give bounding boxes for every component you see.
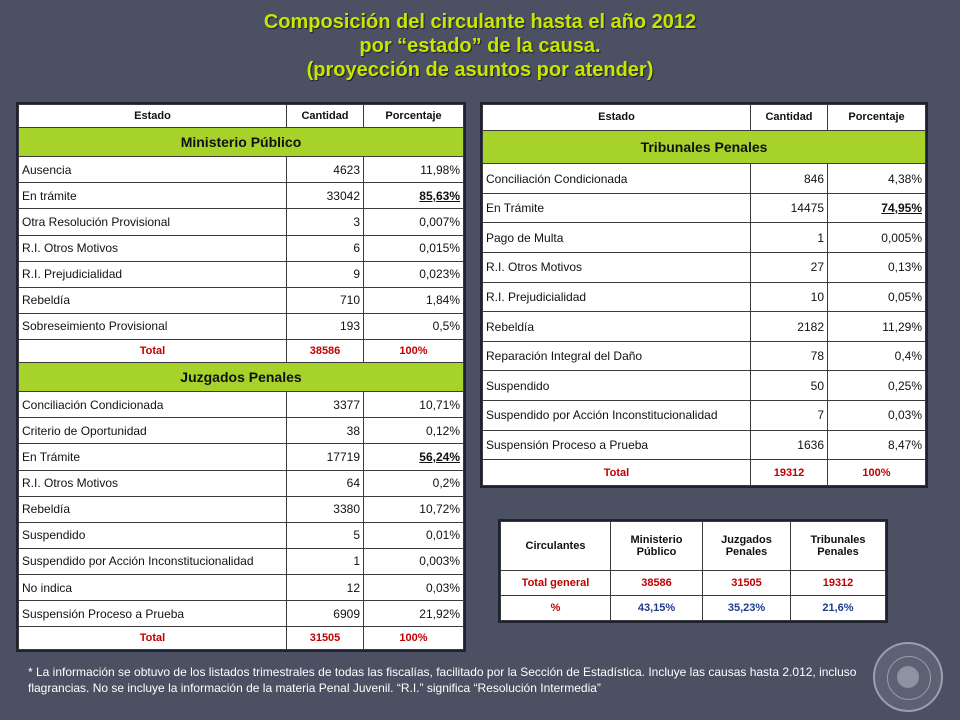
table-row <box>483 341 926 371</box>
cantidad-cell: 846 <box>751 164 828 194</box>
porcentaje-value: 11,98% <box>420 162 460 177</box>
summary-cell: 19312 <box>791 570 886 595</box>
porcentaje-value: 0,13% <box>887 260 922 275</box>
porcentaje-value: 8,47% <box>887 437 922 452</box>
cantidad-cell: 2182 <box>751 312 828 342</box>
column-header: Estado <box>483 105 751 131</box>
estado-cell: Rebeldía <box>483 312 751 342</box>
porcentaje-value: 0,007% <box>419 214 460 229</box>
total-porcentaje: 100% <box>828 460 926 486</box>
cantidad-cell: 7 <box>751 401 828 431</box>
total-row <box>19 627 464 650</box>
cantidad-cell: 1 <box>751 223 828 253</box>
porcentaje-value: 85,63% <box>419 188 460 203</box>
total-cantidad: 38586 <box>287 339 364 362</box>
cantidad-cell: 12 <box>287 574 364 600</box>
cantidad-cell: 1 <box>287 548 364 574</box>
porcentaje-cell <box>828 371 926 401</box>
column-header: Cantidad <box>287 105 364 128</box>
right-table <box>480 102 928 488</box>
total-label: Total <box>19 339 287 362</box>
summary-column-header: Circulantes <box>501 522 611 571</box>
column-header: Porcentaje <box>828 105 926 131</box>
porcentaje-cell <box>828 401 926 431</box>
summary-cell: 38586 <box>611 570 703 595</box>
section-header-row <box>483 130 926 164</box>
porcentaje-cell <box>364 548 464 574</box>
cantidad-cell: 3380 <box>287 496 364 522</box>
total-cantidad: 19312 <box>751 460 828 486</box>
estado-cell: Rebeldía <box>19 287 287 313</box>
table-header-row <box>19 105 464 128</box>
estado-cell: Suspendido <box>483 371 751 401</box>
porcentaje-cell <box>828 253 926 283</box>
left-table <box>16 102 466 652</box>
cantidad-cell: 14475 <box>751 193 828 223</box>
porcentaje-cell <box>828 430 926 460</box>
summary-cell: 31505 <box>703 570 791 595</box>
estado-cell: Suspendido por Acción Inconstitucionalidad <box>19 548 287 574</box>
porcentaje-cell <box>364 313 464 339</box>
porcentaje-value: 11,29% <box>882 319 922 334</box>
section-title: Ministerio Público <box>19 127 464 157</box>
estado-cell: Conciliación Condicionada <box>19 392 287 418</box>
estado-cell: R.I. Otros Motivos <box>19 470 287 496</box>
porcentaje-value: 0,12% <box>425 423 460 438</box>
total-row <box>19 339 464 362</box>
cantidad-cell: 17719 <box>287 444 364 470</box>
table-row <box>19 496 464 522</box>
summary-header-row <box>501 522 886 571</box>
cantidad-cell: 9 <box>287 261 364 287</box>
section-header-row <box>19 362 464 392</box>
porcentaje-value: 0,01% <box>425 528 460 543</box>
porcentaje-value: 56,24% <box>419 449 460 464</box>
porcentaje-value: 0,005% <box>881 230 922 245</box>
porcentaje-cell <box>364 418 464 444</box>
estado-cell: Reparación Integral del Daño <box>483 341 751 371</box>
porcentaje-cell <box>828 341 926 371</box>
porcentaje-value: 74,95% <box>881 201 922 216</box>
summary-row <box>501 570 886 595</box>
estado-cell: Suspensión Proceso a Prueba <box>483 430 751 460</box>
table-row <box>19 392 464 418</box>
table-row <box>19 601 464 627</box>
table-row <box>483 401 926 431</box>
estado-cell: Suspendido <box>19 522 287 548</box>
table-row <box>19 313 464 339</box>
porcentaje-value: 0,03% <box>425 580 460 595</box>
estado-cell: R.I. Otros Motivos <box>19 235 287 261</box>
cantidad-cell: 78 <box>751 341 828 371</box>
porcentaje-value: 4,38% <box>887 171 922 186</box>
estado-cell: En Trámite <box>483 193 751 223</box>
porcentaje-value: 1,84% <box>425 293 460 308</box>
summary-column-header: Ministerio Público <box>611 522 703 571</box>
total-label: Total <box>19 627 287 650</box>
table-row <box>483 223 926 253</box>
column-header: Estado <box>19 105 287 128</box>
summary-cell: Total general <box>501 570 611 595</box>
porcentaje-cell <box>364 209 464 235</box>
estado-cell: Suspensión Proceso a Prueba <box>19 601 287 627</box>
table-row <box>483 371 926 401</box>
cantidad-cell: 6 <box>287 235 364 261</box>
cantidad-cell: 4623 <box>287 157 364 183</box>
porcentaje-cell <box>364 235 464 261</box>
cantidad-cell: 64 <box>287 470 364 496</box>
estado-cell: R.I. Prejudicialidad <box>483 282 751 312</box>
porcentaje-value: 0,03% <box>887 408 922 423</box>
porcentaje-value: 0,015% <box>419 241 460 256</box>
porcentaje-cell <box>364 444 464 470</box>
table-row <box>19 444 464 470</box>
title-line-3: (proyección de asuntos por atender) <box>306 59 654 81</box>
estado-cell: Rebeldía <box>19 496 287 522</box>
porcentaje-cell <box>828 193 926 223</box>
estado-cell: Ausencia <box>19 157 287 183</box>
table-row <box>19 157 464 183</box>
cantidad-cell: 3377 <box>287 392 364 418</box>
table-row <box>19 574 464 600</box>
title-line-1: Composición del circulante hasta el año 2012 <box>263 11 697 33</box>
footnote: * La información se obtuvo de los listados trimestrales de todas las fiscalías, facilitado por la Sección de Estadística. Incluye las causas hasta 2.012, incluso flagrancias. No se incluye la información de la materia Penal Juvenil. “R.I.” significa “Resolución Intermedia” <box>28 665 857 695</box>
porcentaje-value: 10,71% <box>419 397 460 412</box>
porcentaje-cell <box>828 223 926 253</box>
total-cantidad: 31505 <box>287 627 364 650</box>
estado-cell: En trámite <box>19 183 287 209</box>
table-row <box>483 312 926 342</box>
estado-cell: No indica <box>19 574 287 600</box>
cantidad-cell: 1636 <box>751 430 828 460</box>
estado-cell: R.I. Prejudicialidad <box>19 261 287 287</box>
table-row <box>19 261 464 287</box>
section-header-row <box>19 127 464 157</box>
summary-cell: 43,15% <box>611 595 703 620</box>
cantidad-cell: 193 <box>287 313 364 339</box>
estado-cell: Conciliación Condicionada <box>483 164 751 194</box>
table-row <box>19 418 464 444</box>
total-porcentaje: 100% <box>364 627 464 650</box>
porcentaje-value: 0,25% <box>887 378 922 393</box>
estado-cell: Suspendido por Acción Inconstitucionalidad <box>483 401 751 431</box>
porcentaje-cell <box>828 312 926 342</box>
porcentaje-value: 0,2% <box>432 476 460 491</box>
porcentaje-cell <box>364 522 464 548</box>
porcentaje-cell <box>364 261 464 287</box>
cantidad-cell: 710 <box>287 287 364 313</box>
estado-cell: En Trámite <box>19 444 287 470</box>
total-label: Total <box>483 460 751 486</box>
table-row <box>19 470 464 496</box>
porcentaje-value: 10,72% <box>419 502 460 517</box>
porcentaje-value: 0,5% <box>432 319 460 334</box>
porcentaje-cell <box>364 157 464 183</box>
porcentaje-cell <box>364 574 464 600</box>
title-line-2: por “estado” de la causa. <box>359 35 601 57</box>
table-row <box>483 282 926 312</box>
cantidad-cell: 3 <box>287 209 364 235</box>
porcentaje-cell <box>364 287 464 313</box>
summary-cell: 21,6% <box>791 595 886 620</box>
section-title: Juzgados Penales <box>19 362 464 392</box>
porcentaje-cell <box>364 470 464 496</box>
page-title <box>0 10 960 82</box>
summary-row <box>501 595 886 620</box>
estado-cell: Pago de Multa <box>483 223 751 253</box>
porcentaje-cell <box>828 164 926 194</box>
porcentaje-cell <box>364 496 464 522</box>
cantidad-cell: 38 <box>287 418 364 444</box>
porcentaje-value: 0,023% <box>419 267 460 282</box>
cantidad-cell: 33042 <box>287 183 364 209</box>
table-row <box>19 235 464 261</box>
cantidad-cell: 6909 <box>287 601 364 627</box>
cantidad-cell: 5 <box>287 522 364 548</box>
cantidad-cell: 10 <box>751 282 828 312</box>
summary-table <box>498 519 888 623</box>
estado-cell: Otra Resolución Provisional <box>19 209 287 235</box>
porcentaje-value: 21,92% <box>419 606 460 621</box>
estado-cell: Criterio de Oportunidad <box>19 418 287 444</box>
summary-column-header: Tribunales Penales <box>791 522 886 571</box>
estado-cell: R.I. Otros Motivos <box>483 253 751 283</box>
cantidad-cell: 27 <box>751 253 828 283</box>
porcentaje-value: 0,05% <box>887 289 922 304</box>
table-row <box>19 548 464 574</box>
total-porcentaje: 100% <box>364 339 464 362</box>
table-row <box>19 287 464 313</box>
summary-cell: 35,23% <box>703 595 791 620</box>
porcentaje-cell <box>828 282 926 312</box>
institution-seal-icon <box>873 642 943 712</box>
summary-column-header: Juzgados Penales <box>703 522 791 571</box>
porcentaje-cell <box>364 601 464 627</box>
table-row <box>19 209 464 235</box>
section-title: Tribunales Penales <box>483 130 926 164</box>
porcentaje-cell <box>364 183 464 209</box>
table-row <box>19 183 464 209</box>
porcentaje-cell <box>364 392 464 418</box>
summary-cell: % <box>501 595 611 620</box>
table-row <box>483 164 926 194</box>
table-row <box>483 193 926 223</box>
porcentaje-value: 0,003% <box>419 554 460 569</box>
table-row <box>483 253 926 283</box>
table-row <box>483 430 926 460</box>
total-row <box>483 460 926 486</box>
column-header: Porcentaje <box>364 105 464 128</box>
estado-cell: Sobreseimiento Provisional <box>19 313 287 339</box>
table-header-row <box>483 105 926 131</box>
table-row <box>19 522 464 548</box>
porcentaje-value: 0,4% <box>894 349 922 364</box>
cantidad-cell: 50 <box>751 371 828 401</box>
column-header: Cantidad <box>751 105 828 131</box>
